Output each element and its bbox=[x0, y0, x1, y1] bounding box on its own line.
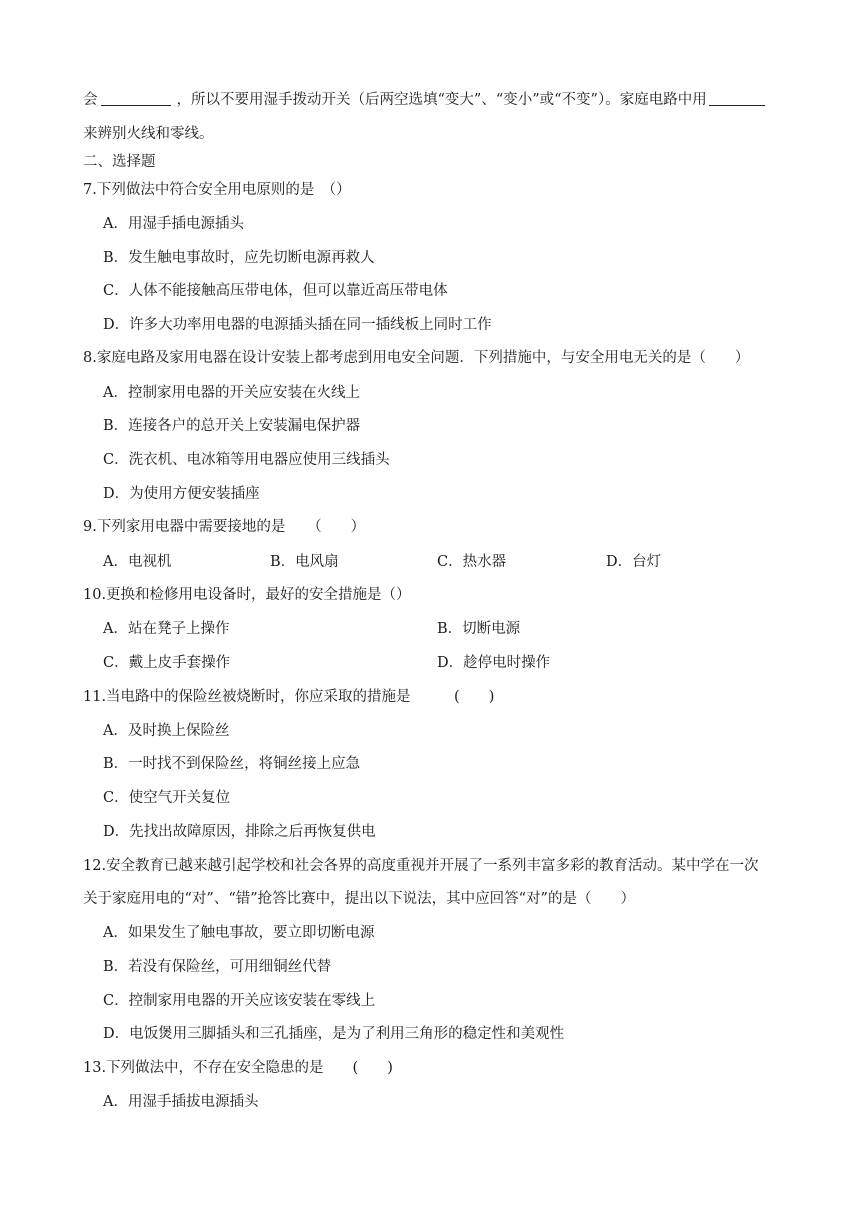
intro-text-b: ，所以不要用湿手拨动开关（后两空选填“变大”、“变小”或“不变”）。家庭电路中用 bbox=[176, 92, 707, 108]
q7-option-c: C．人体不能接触高压带电体，但可以靠近高压带电体 bbox=[103, 283, 448, 299]
blank-1 bbox=[101, 91, 171, 106]
q9-option-d: D．台灯 bbox=[606, 554, 662, 570]
q10-option-a: A．站在凳子上操作 bbox=[103, 621, 230, 637]
intro-line-1 bbox=[83, 90, 765, 110]
q8-option-d: D．为使用方便安装插座 bbox=[103, 486, 260, 502]
q9-option-b: B．电风扇 bbox=[270, 554, 339, 570]
q8-option-c: C．洗衣机、电冰箱等用电器应使用三线插头 bbox=[103, 452, 390, 468]
q7-option-b: B．发生触电事故时，应先切断电源再救人 bbox=[103, 250, 375, 266]
q12-stem-line-2: 关于家庭用电的“对”、“错”抢答比赛中，提出以下说法，其中应回答“对”的是（ ） bbox=[83, 891, 635, 907]
intro-line-2: 来辨别火线和零线。 bbox=[83, 126, 214, 142]
q9-option-a: A．电视机 bbox=[103, 554, 172, 570]
q10-option-d: D．趁停电时操作 bbox=[437, 655, 551, 671]
q8-option-b: B．连接各户的总开关上安装漏电保护器 bbox=[103, 418, 361, 434]
q11-stem: 11.当电路中的保险丝被烧断时，你应采取的措施是 ( ) bbox=[83, 689, 495, 705]
q10-option-c: C．戴上皮手套操作 bbox=[103, 655, 231, 671]
q11-option-b: B．一时找不到保险丝，将铜丝接上应急 bbox=[103, 756, 361, 772]
q12-stem-line-1: 12.安全教育已越来越引起学校和社会各界的高度重视并开展了一系列丰富多彩的教育活动。某中学在一次 bbox=[83, 858, 759, 874]
q11-option-a: A．及时换上保险丝 bbox=[103, 723, 230, 739]
q7-stem: 7.下列做法中符合安全用电原则的是 （） bbox=[83, 182, 351, 198]
section-title: 二、选择题 bbox=[83, 154, 156, 170]
q12-option-d: D．电饭煲用三脚插头和三孔插座，是为了利用三角形的稳定性和美观性 bbox=[103, 1026, 565, 1042]
q7-option-d: D．许多大功率用电器的电源插头插在同一插线板上同时工作 bbox=[103, 317, 492, 333]
q9-option-c: C．热水器 bbox=[437, 554, 507, 570]
blank-2 bbox=[709, 91, 765, 106]
q11-option-d: D．先找出故障原因，排除之后再恢复供电 bbox=[103, 824, 376, 840]
q8-stem: 8.家庭电路及家用电器在设计安装上都考虑到用电安全问题．下列措施中，与安全用电无关的是（ ） bbox=[83, 350, 750, 366]
q9-options-row bbox=[103, 552, 763, 572]
q8-option-a: A．控制家用电器的开关应安装在火线上 bbox=[103, 385, 360, 401]
q13-stem: 13.下列做法中，不存在安全隐患的是 ( ) bbox=[83, 1060, 393, 1076]
intro-text-a: 会 bbox=[83, 92, 98, 108]
q12-option-c: C．控制家用电器的开关应该安装在零线上 bbox=[103, 993, 376, 1009]
q11-option-c: C．使空气开关复位 bbox=[103, 790, 231, 806]
q10-option-b: B．切断电源 bbox=[437, 621, 521, 637]
q10-stem: 10.更换和检修用电设备时，最好的安全措施是（） bbox=[83, 587, 411, 603]
q12-option-a: A．如果发生了触电事故，要立即切断电源 bbox=[103, 925, 375, 941]
q13-option-a: A．用湿手插拔电源插头 bbox=[103, 1094, 259, 1110]
q12-option-b: B．若没有保险丝，可用细铜丝代替 bbox=[103, 959, 332, 975]
q7-option-a: A．用湿手插电源插头 bbox=[103, 216, 244, 232]
q10-options-row-1 bbox=[103, 619, 763, 639]
q10-options-row-2 bbox=[103, 653, 763, 673]
q9-stem: 9.下列家用电器中需要接地的是 （ ） bbox=[83, 519, 366, 535]
